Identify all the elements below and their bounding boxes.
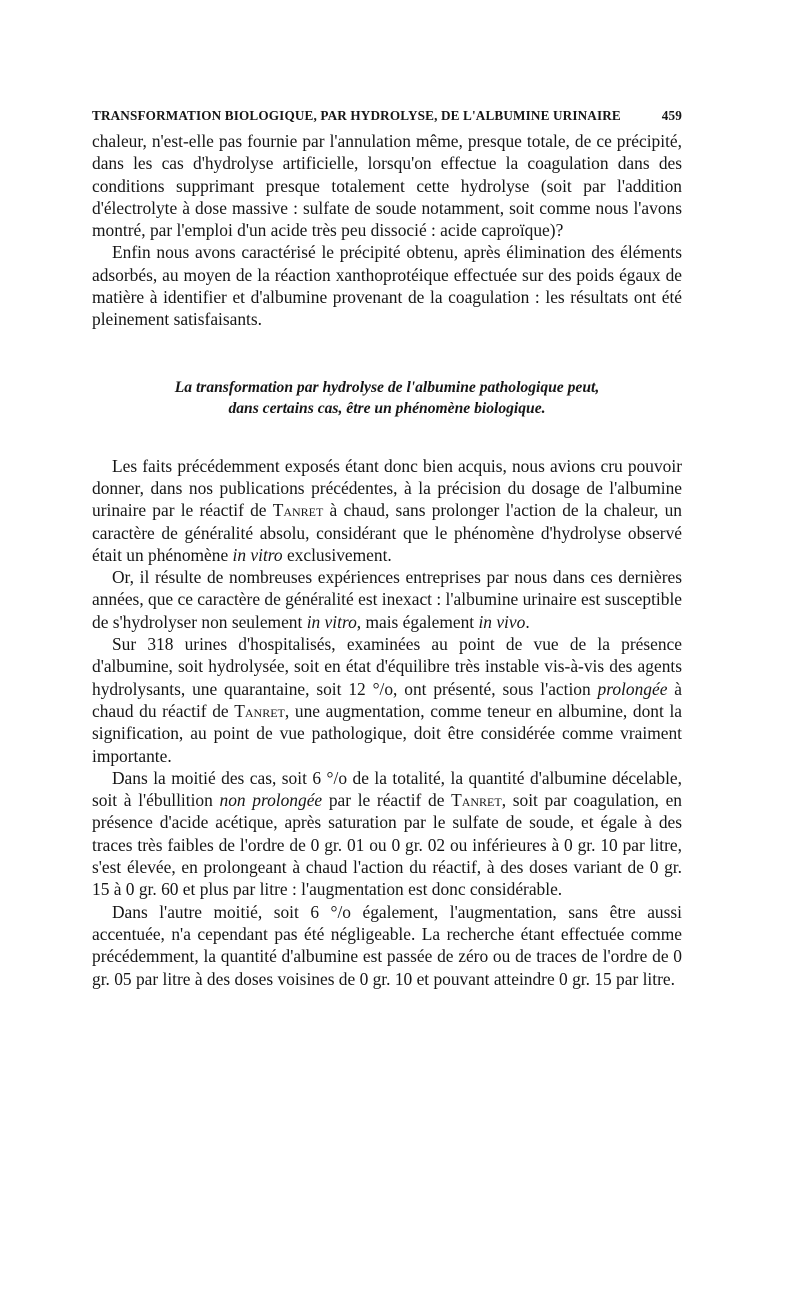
italic-term: in vitro — [232, 544, 283, 565]
text-run: à chaud, sans prolonger l'action de la chaleur, un caractère de généralité absolu, considérant que le phénomène d'hydrolyse observé était un phénomène — [92, 500, 682, 565]
paragraph-xanthoproteic-reaction: Enfin nous avons caractérisé le précipité obtenu, après élimination des éléments adsorbés, au moyen de la réaction xanthoprotéique effectuée sur des poids égaux de matière à identifier et d'albumine provenant de la coagulation : les résultats ont été pleinement satisfaisants. — [92, 242, 682, 330]
author-name: Tanret — [451, 790, 502, 811]
text-run: , mais également — [356, 611, 479, 632]
section-heading — [92, 377, 682, 419]
running-header — [92, 108, 682, 124]
author-name: Tanret — [272, 500, 324, 521]
text-run: Sur 318 urines d'hospitalisés, examinées au point de vue de la présence d'albumine, soit hydrolysée, soit en état d'équilibre très instable vis-à-vis des agents hydrolysants, une quarantaine, soit 12 °/o, ont présenté, sous l'action — [92, 634, 682, 699]
section-heading-line-1: La transformation par hydrolyse de l'albumine pathologique peut, — [174, 378, 600, 396]
text-run: . — [525, 611, 530, 632]
italic-term: in vitro — [306, 611, 357, 632]
italic-term: prolongée — [597, 678, 668, 699]
paragraph-continued: chaleur, n'est-elle pas fournie par l'annulation même, presque totale, de ce précipité, dans les cas d'hydrolyse artificielle, lorsqu'on effectue la coagulation dans des conditions supprimant presque totalement cette hydrolyse (soit par l'addition d'électrolyte à dose massive : sulfate de soude notamment, soit comme nous l'avons montré, par l'emploi d'un acide très peu dissocié : acide caproïque)? — [92, 131, 682, 241]
paragraph-other-half: Dans l'autre moitié, soit 6 °/o également, l'augmentation, sans être aussi accentuée, n'a cependant pas été négligeable. La recherche étant effectuée comme précédemment, la quantité d'albumine est passée de zéro ou de traces de l'ordre de 0 gr. 05 par litre à des doses voisines de 0 gr. 10 et pouvant atteindre 0 gr. 15 par litre. — [92, 901, 682, 989]
text-run: exclusivement. — [282, 544, 392, 565]
page-number: 459 — [661, 108, 682, 123]
paragraph-half-of-cases — [92, 767, 682, 901]
text-run: , une augmentation, comme teneur en albumine, dont la signification, au point de vue pathologique, doit être considérée comme vraiment importante. — [92, 700, 682, 766]
text-run: Les faits précédemment exposés étant donc bien acquis, nous avions cru pouvoir donner, dans nos publications précédentes, à la précision du dosage de l'albumine urinaire par le réactif de — [92, 455, 682, 521]
section-heading-line-2: dans certains cas, être un phénomène biologique. — [228, 399, 546, 417]
italic-term: non prolongée — [219, 790, 323, 811]
page — [92, 108, 682, 990]
paragraph-318-urines — [92, 633, 682, 767]
text-run: par le réactif de — [322, 790, 452, 811]
text-run: Or, il résulte de nombreuses expériences entreprises par nous dans ces dernières années, que ce caractère de généralité est inexact : l'albumine urinaire est susceptible de s'hydrolyser non seulement — [92, 567, 682, 632]
author-name: Tanret — [234, 700, 285, 721]
text-run: à chaud du réactif de — [92, 678, 682, 721]
paragraph-in-vivo — [92, 566, 682, 633]
italic-term: in vivo — [478, 611, 526, 632]
running-title: TRANSFORMATION BIOLOGIQUE, PAR HYDROLYSE, DE L'ALBUMINE URINAIRE — [92, 108, 621, 123]
paragraph-previous-publications — [92, 455, 682, 566]
text-run: , soit par coagulation, en présence d'acide acétique, après saturation par le sulfate de soude, et égale à des traces très faibles de l'ordre de 0 gr. 01 ou 0 gr. 02 ou inférieures à 0 gr. 10 par litre, s'est élevée, en prolongeant à chaud l'action du réactif, à des doses variant de 0 gr. 15 à 0 gr. 60 et plus par litre : l'augmentation est donc considérable. — [92, 790, 682, 900]
text-run: Dans la moitié des cas, soit 6 °/o de la totalité, la quantité d'albumine décelable, soit à l'ébullition — [92, 767, 682, 811]
